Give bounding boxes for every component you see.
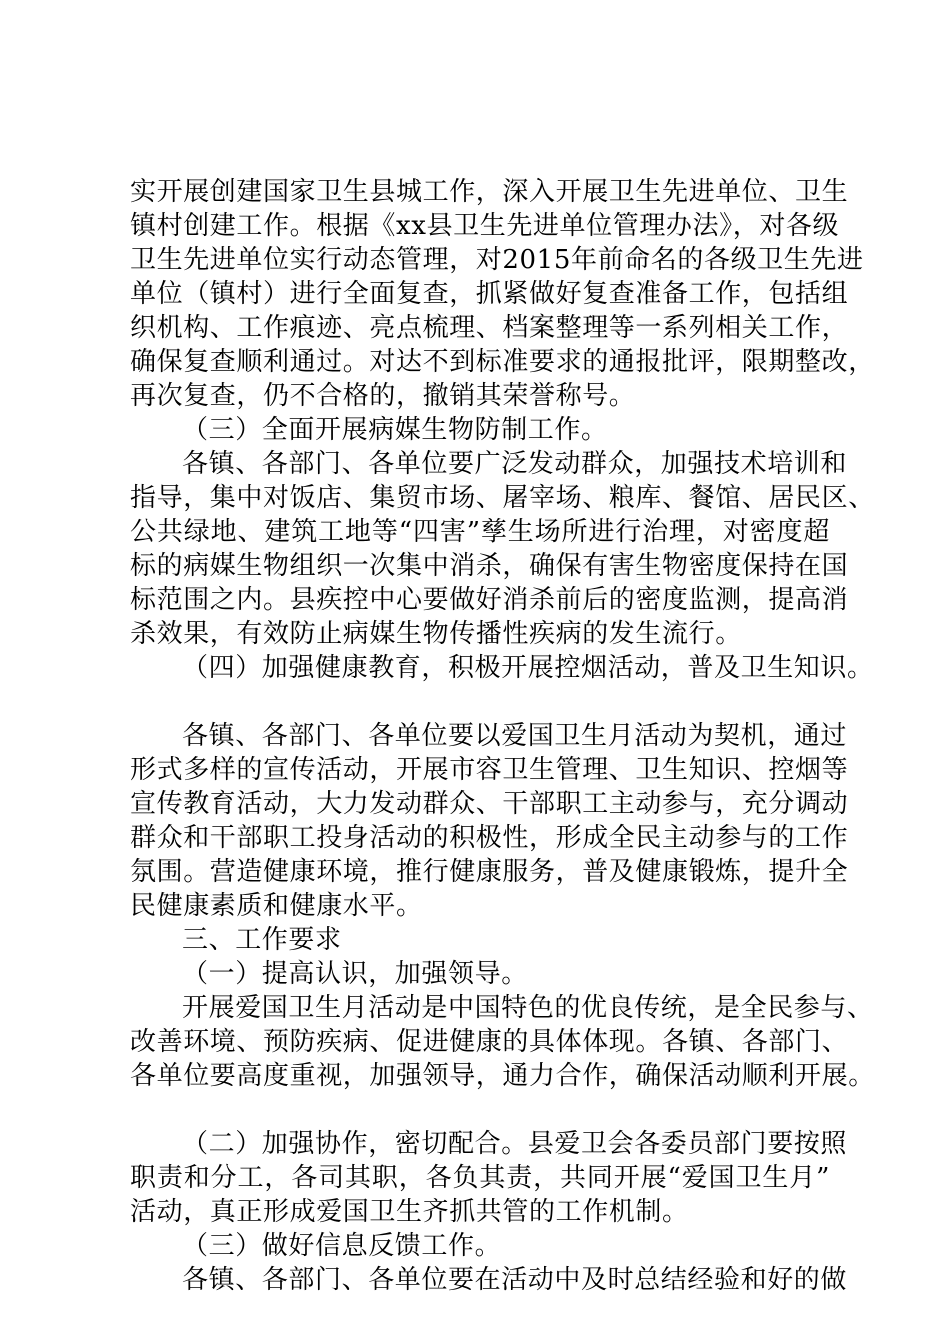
paragraph-line: 织机构、工作痕迹、亮点梳理、档案整理等一系列相关工作， — [130, 313, 849, 343]
section-heading: （三）做好信息反馈工作。 — [182, 1231, 502, 1261]
paragraph-line: 民健康素质和健康水平。 — [130, 891, 423, 921]
paragraph-line: 镇村创建工作。根据《xx县卫生先进单位管理办法》，对各级 — [130, 211, 840, 241]
paragraph-line: 公共绿地、建筑工地等“四害”孳生场所进行治理，对密度超 — [130, 517, 830, 547]
paragraph-line: 职责和分工，各司其职，各负其责，共同开展“爱国卫生月” — [130, 1163, 830, 1193]
paragraph-line: 形式多样的宣传活动，开展市容卫生管理、卫生知识、控烟等 — [130, 755, 849, 785]
paragraph-line: 各镇、各部门、各单位要广泛发动群众，加强技术培训和 — [182, 449, 848, 479]
paragraph-line: 各单位要高度重视，加强领导，通力合作，确保活动顺利开展。 — [130, 1061, 875, 1091]
paragraph-line: 标范围之内。县疾控中心要做好消杀前后的密度监测，提高消 — [130, 585, 849, 615]
paragraph-line: 指导，集中对饭店、集贸市场、屠宰场、粮库、餐馆、居民区、 — [130, 483, 875, 513]
section-heading: （四）加强健康教育，积极开展控烟活动，普及卫生知识。 — [182, 653, 874, 683]
section-heading: 三、工作要求 — [182, 925, 342, 955]
paragraph-line: 各镇、各部门、各单位要以爱国卫生月活动为契机，通过 — [182, 721, 848, 751]
paragraph-line: 活动，真正形成爱国卫生齐抓共管的工作机制。 — [130, 1197, 689, 1227]
paragraph-line: 标的病媒生物组织一次集中消杀，确保有害生物密度保持在国 — [130, 551, 849, 581]
paragraph-line: 群众和干部职工投身活动的积极性，形成全民主动参与的工作 — [130, 823, 849, 853]
paragraph-line: 卫生先进单位实行动态管理，对2015年前命名的各级卫生先进 — [130, 245, 864, 275]
paragraph-line: 再次复查，仍不合格的，撤销其荣誉称号。 — [130, 381, 636, 411]
paragraph-line: 杀效果，有效防止病媒生物传播性疾病的发生流行。 — [130, 619, 742, 649]
paragraph-line: （二）加强协作，密切配合。县爱卫会各委员部门要按照 — [182, 1129, 848, 1159]
paragraph-line: 各镇、各部门、各单位要在活动中及时总结经验和好的做 — [182, 1265, 848, 1295]
paragraph-line: 确保复查顺利通过。对达不到标准要求的通报批评，限期整改， — [130, 347, 875, 377]
paragraph-line: 氛围。营造健康环境，推行健康服务，普及健康锻炼，提升全 — [130, 857, 849, 887]
section-heading: （三）全面开展病媒生物防制工作。 — [182, 415, 608, 445]
section-heading: （一）提高认识，加强领导。 — [182, 959, 528, 989]
paragraph-line: 开展爱国卫生月活动是中国特色的优良传统，是全民参与、 — [182, 993, 874, 1023]
paragraph-line: 宣传教育活动，大力发动群众、干部职工主动参与，充分调动 — [130, 789, 849, 819]
paragraph-line: 改善环境、预防疾病、促进健康的具体体现。各镇、各部门、 — [130, 1027, 849, 1057]
paragraph-line: 实开展创建国家卫生县城工作，深入开展卫生先进单位、卫生 — [130, 177, 849, 207]
paragraph-line: 单位（镇村）进行全面复查，抓紧做好复查准备工作，包括组 — [130, 279, 849, 309]
